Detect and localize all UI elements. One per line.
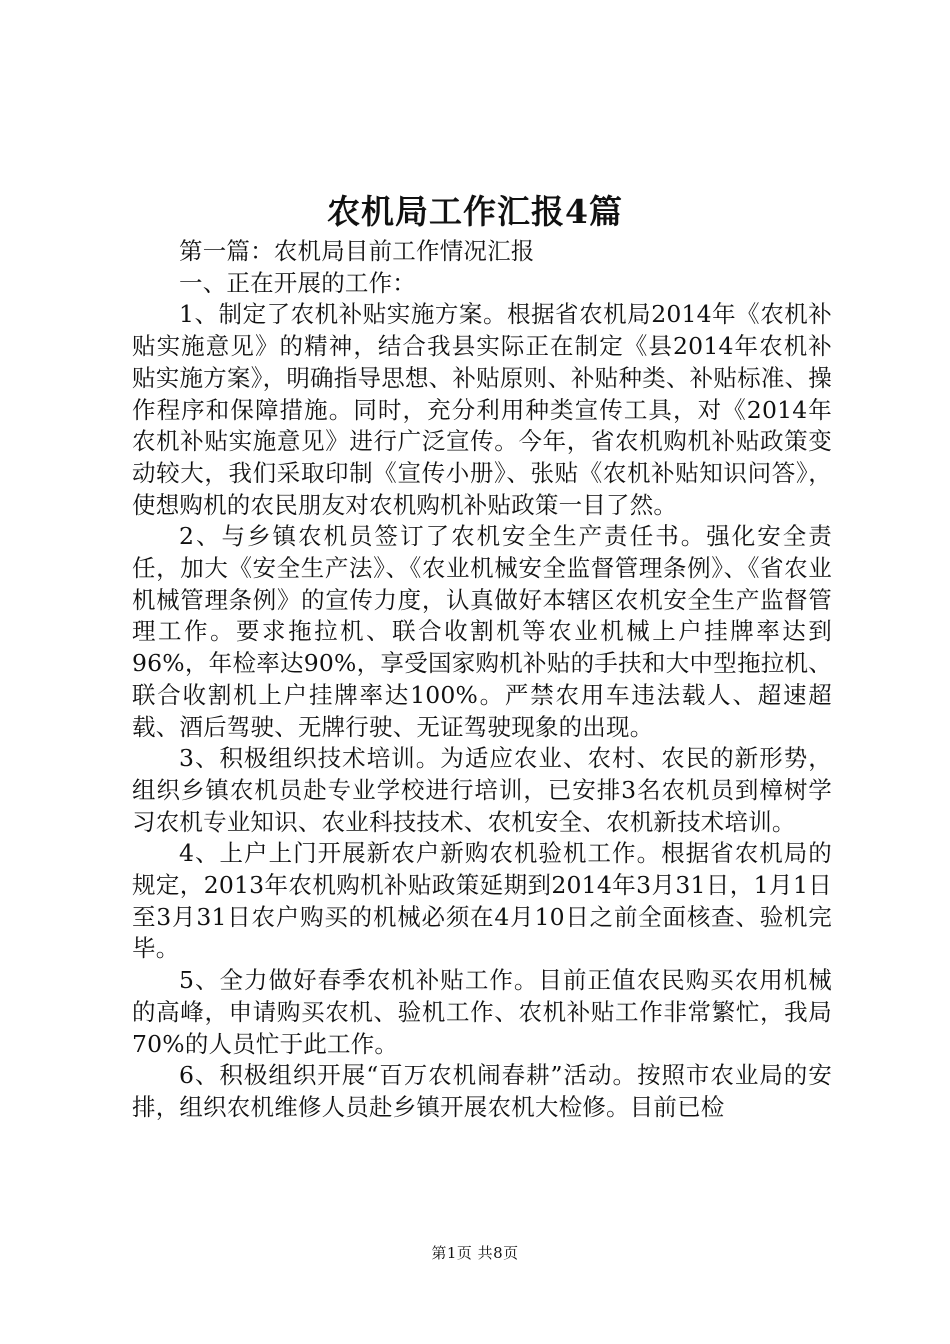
paragraph-item-3: 3、积极组织技术培训。为适应农业、农村、农民的新形势，组织乡镇农机员赴专业学校进行培训，已安排3名农机员到樟树学习农机专业知识、农业科技技术、农机安全、农机新技术培训。 (132, 744, 832, 836)
paragraph-item-5: 5、全力做好春季农机补贴工作。目前正值农民购买农用机械的高峰，申请购买农机、验机工作、农机补贴工作非常繁忙，我局70%的人员忙于此工作。 (132, 966, 832, 1058)
section-heading: 第一篇：农机局目前工作情况汇报 (179, 237, 535, 265)
paragraph-item-2: 2、与乡镇农机员签订了农机安全生产责任书。强化安全责任，加大《安全生产法》、《农业机械安全监督管理条例》、《省农业机械管理条例》的宣传力度，认真做好本辖区农机安全生产监督管理工作。要求拖拉机、联合收割机等农业机械上户挂牌率达到96%，年检率达90%，享受国家购机补贴的手扶和大中型拖拉机、联合收割机上户挂牌率达100%。严禁农用车违法载人、超速超载、酒后驾驶、无牌行驶、无证驾驶现象的出现。 (132, 522, 832, 741)
document-title: 农机局工作汇报4篇 (327, 192, 623, 231)
document-body (132, 236, 832, 1124)
paragraph-item-1: 1、制定了农机补贴实施方案。根据省农机局2014年《农机补贴实施意见》的精神，结合我县实际正在制定《县2014年农机补贴实施方案》，明确指导思想、补贴原则、补贴种类、补贴标准、操作程序和保障措施。同时，充分利用种类宣传工具，对《2014年农机补贴实施意见》进行广泛宣传。今年，省农机购机补贴政策变动较大，我们采取印制《宣传小册》、张贴《农机补贴知识问答》，使想购机的农民朋友对农机购机补贴政策一目了然。 (132, 300, 832, 519)
subsection-heading: 一、正在开展的工作： (179, 268, 416, 297)
paragraph-item-4: 4、上户上门开展新农户新购农机验机工作。根据省农机局的规定，2013年农机购机补贴政策延期到2014年3月31日，1月1日至3月31日农户购买的机械必须在4月10日之前全面核查、验机完毕。 (132, 839, 832, 963)
page-footer: 第1页 共8页 (431, 1244, 519, 1262)
paragraph-item-6: 6、积极组织开展“百万农机闹春耕”活动。按照市农业局的安排，组织农机维修人员赴乡镇开展农机大检修。目前已检 (132, 1061, 832, 1121)
